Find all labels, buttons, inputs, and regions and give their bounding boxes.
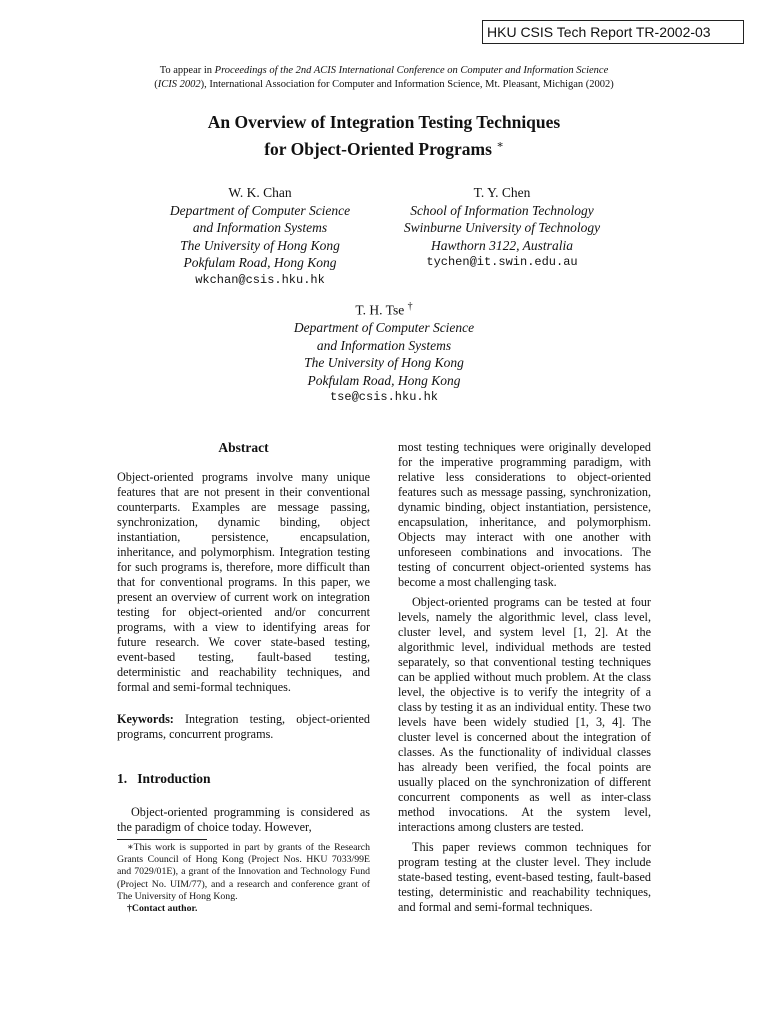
- contact-author-mark: †: [407, 301, 413, 312]
- publication-note-prefix: To appear in: [159, 65, 215, 76]
- author-email: tychen@it.swin.edu.au: [426, 255, 578, 269]
- author-affiliation-line: The University of Hong Kong: [180, 237, 340, 253]
- author-name: T. Y. Chen: [473, 185, 531, 200]
- author-block: [254, 298, 514, 407]
- keywords-label: Keywords:: [117, 712, 174, 726]
- paragraph: Object-oriented programming is considered as the paradigm of choice today. However,: [117, 805, 370, 834]
- keywords-text: Integration testing, object-oriented programs, concurrent programs.: [117, 712, 370, 741]
- report-label: HKU CSIS Tech Report TR-2002-03: [482, 20, 744, 44]
- title-footnote-mark: ∗: [496, 139, 504, 151]
- publication-note-rest: ), International Association for Computer and Information Science, Mt. Pleasant, Michigan (2002): [200, 79, 614, 90]
- author-name-line: [254, 298, 514, 319]
- author-name: W. K. Chan: [228, 185, 292, 200]
- footnote: ∗This work is supported in part by grants of the Research Grants Council of Hong Kong (Project Nos. HKU 7033/99E and 7029/01E), a grant of the Innovation and Technology Fund (Project No. UIM/77), and a research and conference grant of The University of Hong Kong.: [117, 842, 370, 902]
- section-heading: 1. Introduction: [117, 771, 211, 786]
- footnote-rule: [117, 839, 207, 840]
- author-block: [140, 184, 380, 289]
- author-affiliation-line: Pokfulam Road, Hong Kong: [307, 372, 461, 388]
- author-affiliation-line: Hawthorn 3122, Australia: [431, 237, 573, 253]
- right-column: [398, 440, 651, 920]
- paragraph: most testing techniques were originally developed for the imperative programming paradigm, with relative less considerations to object-oriented features such as message passing, synchronization, dynamic binding, object instantiation, persistence, encapsulation, inheritance, and polymorphism. Objects may interact with one another with unforeseen combinations and invocations. The testing of concurrent object-oriented systems has become a most challenging task.: [398, 440, 651, 589]
- publication-venue: Proceedings of the 2nd ACIS International Conference on Computer and Information Science: [214, 65, 609, 76]
- author-name: T. H. Tse: [355, 302, 405, 318]
- paragraph: Object-oriented programs can be tested at four levels, namely the algorithmic level, class level, cluster level, and system level [1, 2]. At the algorithmic level, individual methods are tested separately, so that conventional testing techniques can be applied without much problem. At the class level, the objective is to verify the integrity of a class by testing it as an individual entity. These two levels have been widely studied [1, 3, 4]. The cluster level is concerned about the integration of classes. As the functionality of individual classes has already been verified, the focal points are usually placed on the synchronization of different concurrent components as well as inter-class method invocations. At the system level, interactions among clusters are tested.: [398, 595, 651, 834]
- title-line-2: [84, 134, 684, 161]
- author-email: tse@csis.hku.hk: [329, 390, 439, 404]
- author-affiliation-line: Swinburne University of Technology: [403, 220, 601, 235]
- title-line-1: An Overview of Integration Testing Techniques: [207, 112, 561, 132]
- footnote: †Contact author.: [127, 903, 198, 915]
- author-affiliation-line: School of Information Technology: [410, 202, 594, 218]
- author-email: wkchan@csis.hku.hk: [195, 272, 325, 287]
- author-block: [380, 184, 624, 272]
- abstract-body: [117, 470, 370, 695]
- publication-note-open: (: [154, 79, 158, 90]
- author-affiliation-line: and Information Systems: [192, 220, 328, 235]
- footnotes: [117, 842, 370, 915]
- author-affiliation-line: Department of Computer Science: [169, 202, 351, 218]
- abstract-text: Object-oriented programs involve many unique features that are not present in their conventional counterparts. Examples are message passing, synchronization, dynamic binding, object instantiation, persistence, encapsulation, inheritance, and polymorphism. Integration testing for such programs is, therefore, more difficult than that for conventional programs. In this paper, we present an overview of current work on integration testing for object-oriented and/or concurrent programs, with a view to identifying areas for future research. We cover state-based testing, event-based testing, fault-based testing, deterministic and reachability techniques, and formal and semi-formal techniques.: [117, 470, 370, 694]
- introduction-body: [117, 805, 370, 835]
- paragraph: This paper reviews common techniques for program testing at the cluster level. They include state-based testing, event-based testing, fault-based testing, deterministic and reachability techniques, and formal and semi-formal techniques.: [398, 840, 651, 914]
- keywords: [117, 712, 370, 742]
- paper-title: [84, 111, 684, 161]
- title-line-2-text: for Object-Oriented Programs: [264, 138, 492, 159]
- abstract-heading: Abstract: [218, 440, 269, 455]
- author-affiliation-line: Pokfulam Road, Hong Kong: [183, 255, 337, 270]
- author-affiliation-line: Department of Computer Science: [293, 320, 475, 335]
- publication-short-name: ICIS 2002: [157, 79, 201, 90]
- author-affiliation-line: and Information Systems: [316, 337, 452, 353]
- publication-note: [60, 64, 708, 92]
- author-affiliation-line: The University of Hong Kong: [304, 355, 464, 370]
